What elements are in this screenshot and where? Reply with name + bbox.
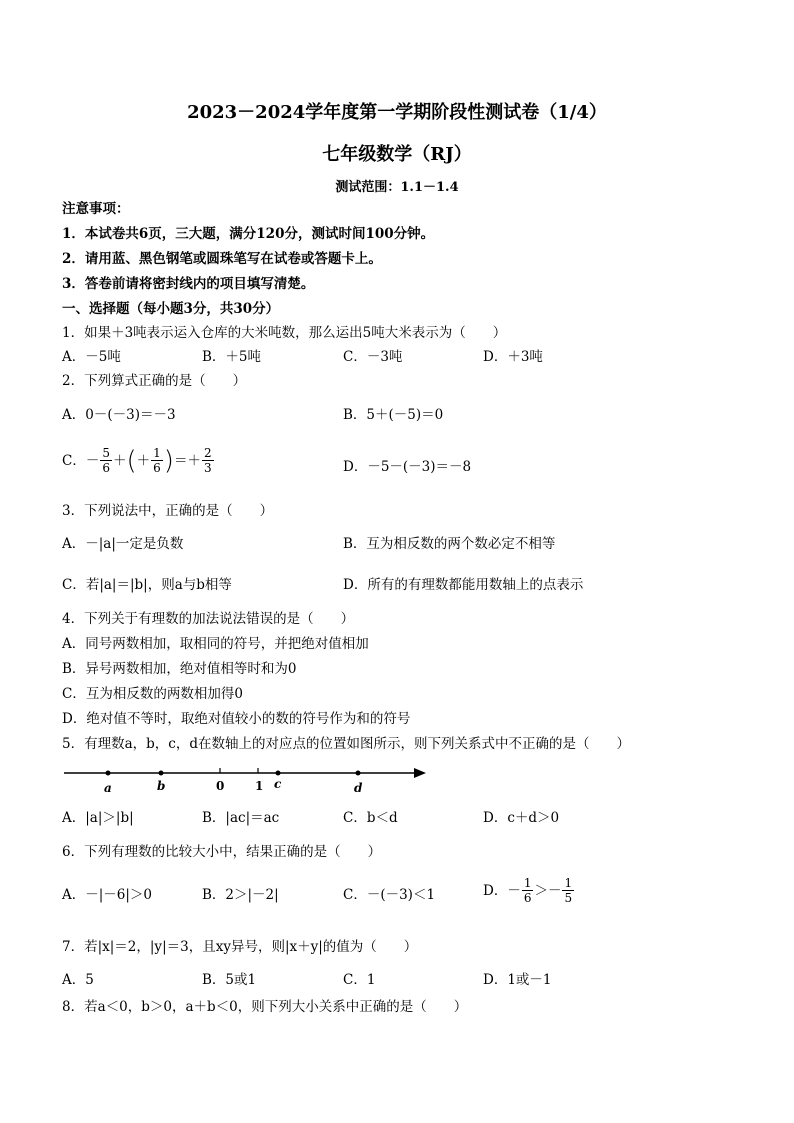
q2-c-f1-denominator: 6 xyxy=(102,461,110,475)
label-a: a xyxy=(104,781,112,795)
q2-c-f3-numerator: 2 xyxy=(203,446,212,460)
q6-option-c: C．－(－3)＜1 xyxy=(343,887,436,903)
label-one: 1 xyxy=(255,779,264,793)
q6-d-compare: ＞－ xyxy=(534,882,562,899)
test-scope: 测试范围：1.1－1.4 xyxy=(335,180,459,195)
q2-c-inner-plus: ＋ xyxy=(136,452,151,469)
q2-c-equals: ＝＋ xyxy=(173,452,201,469)
arrow-icon xyxy=(414,768,426,778)
label-zero: 0 xyxy=(216,779,225,793)
q3-option-a: A．－|a|一定是负数 xyxy=(62,536,184,552)
q7-option-d: D．1或－1 xyxy=(483,972,552,988)
q2-c-fraction-3 xyxy=(202,446,214,475)
q2-c-f2-numerator: 1 xyxy=(153,446,161,460)
q4-option-b: B．异号两数相加，绝对值相等时和为0 xyxy=(62,661,297,677)
q2-c-fraction-2 xyxy=(151,446,163,475)
q1-option-d: D．＋3吨 xyxy=(483,349,543,365)
q7-option-b: B．5或1 xyxy=(202,972,257,988)
q6-d-f2-numerator: 1 xyxy=(564,876,573,890)
notice-item-3: 3．答卷前请将密封线内的项目填写清楚。 xyxy=(62,276,315,292)
q3-option-d: D．所有的有理数都能用数轴上的点表示 xyxy=(343,577,584,593)
q4-option-d: D．绝对值不等时，取绝对值较小的数的符号作为和的符号 xyxy=(62,711,411,727)
q1-option-b: B．＋5吨 xyxy=(202,349,262,365)
q5-option-a: A．|a|＞|b| xyxy=(62,810,134,826)
q6-d-fraction-1 xyxy=(522,876,534,905)
q2-option-d: D．－5－(－3)＝－8 xyxy=(343,459,472,475)
notice-item-2: 2．请用蓝、黑色钢笔或圆珠笔写在试卷或答题卡上。 xyxy=(62,251,382,267)
right-paren-icon: ) xyxy=(163,445,174,476)
q2-c-plus: ＋ xyxy=(112,452,127,469)
q6-d-f1-numerator: 1 xyxy=(523,876,532,890)
q2-option-b: B．5＋(－5)＝0 xyxy=(343,407,444,423)
q2-c-fraction-1 xyxy=(100,446,112,475)
label-c: c xyxy=(274,777,282,791)
q3-option-b: B．互为相反数的两个数必定不相等 xyxy=(343,536,556,552)
notice-heading: 注意事项： xyxy=(62,201,130,217)
q6-d-f1-denominator: 6 xyxy=(523,891,532,905)
exam-subtitle: 七年级数学（RJ） xyxy=(322,144,472,165)
label-d: d xyxy=(354,781,363,795)
number-line-figure xyxy=(62,764,442,798)
q2-stem: 2．下列算式正确的是（ ） xyxy=(62,373,247,389)
q6-d-prefix: D．－ xyxy=(483,882,521,899)
q6-d-fraction-2 xyxy=(562,876,574,905)
point-c xyxy=(276,771,281,776)
label-b: b xyxy=(157,779,166,793)
q6-d-f2-denominator: 5 xyxy=(564,891,573,905)
q2-c-prefix: C．－ xyxy=(62,452,100,469)
exam-title: 2023－2024学年度第一学期阶段性测试卷（1/4） xyxy=(187,102,607,123)
point-b xyxy=(159,771,164,776)
q2-c-f1-numerator: 5 xyxy=(102,446,110,460)
q2-c-f2-denominator: 6 xyxy=(153,461,161,475)
q2-c-f3-denominator: 3 xyxy=(203,461,212,475)
q5-option-b: B．|ac|＝ac xyxy=(202,810,280,826)
q4-option-c: C．互为相反数的两数相加得0 xyxy=(62,686,243,702)
q2-option-a: A．0－(－3)＝－3 xyxy=(62,407,176,423)
q1-stem: 1．如果＋3吨表示运入仓库的大米吨数，那么运出5吨大米表示为（ ） xyxy=(62,325,507,341)
q4-option-a: A．同号两数相加，取相同的符号，并把绝对值相加 xyxy=(62,636,369,652)
q6-stem: 6．下列有理数的比较大小中，结果正确的是（ ） xyxy=(62,844,382,860)
q8-stem: 8．若a＜0，b＞0，a＋b＜0，则下列大小关系中正确的是（ ） xyxy=(62,999,468,1015)
section-heading: 一、选择题（每小题3分，共30分） xyxy=(62,301,280,317)
q5-option-c: C．b＜d xyxy=(343,810,398,826)
q1-option-c: C．－3吨 xyxy=(343,349,403,365)
q1-option-a: A．－5吨 xyxy=(62,349,121,365)
notice-item-1: 1．本试卷共6页，三大题，满分120分，测试时间100分钟。 xyxy=(62,226,435,242)
q7-option-a: A．5 xyxy=(62,972,94,988)
q4-stem: 4．下列关于有理数的加法说法错误的是（ ） xyxy=(62,611,355,627)
q3-stem: 3．下列说法中，正确的是（ ） xyxy=(62,503,274,519)
q6-option-a: A．－|－6|＞0 xyxy=(62,887,153,903)
point-a xyxy=(106,771,111,776)
q7-stem: 7．若|x|＝2，|y|＝3，且xy异号，则|x＋y|的值为（ ） xyxy=(62,939,418,955)
q6-option-b: B．2＞|－2| xyxy=(202,887,279,903)
q7-option-c: C．1 xyxy=(343,972,376,988)
q5-stem: 5．有理数a，b，c，d在数轴上的对应点的位置如图所示，则下列关系式中不正确的是（ ） xyxy=(62,736,630,752)
q6-option-d xyxy=(483,876,575,905)
q2-option-c xyxy=(62,446,215,475)
q3-option-c: C．若|a|＝|b|，则a与b相等 xyxy=(62,577,232,593)
left-paren-icon: ( xyxy=(126,445,137,476)
q5-option-d: D．c＋d＞0 xyxy=(483,810,560,826)
point-d xyxy=(356,771,361,776)
